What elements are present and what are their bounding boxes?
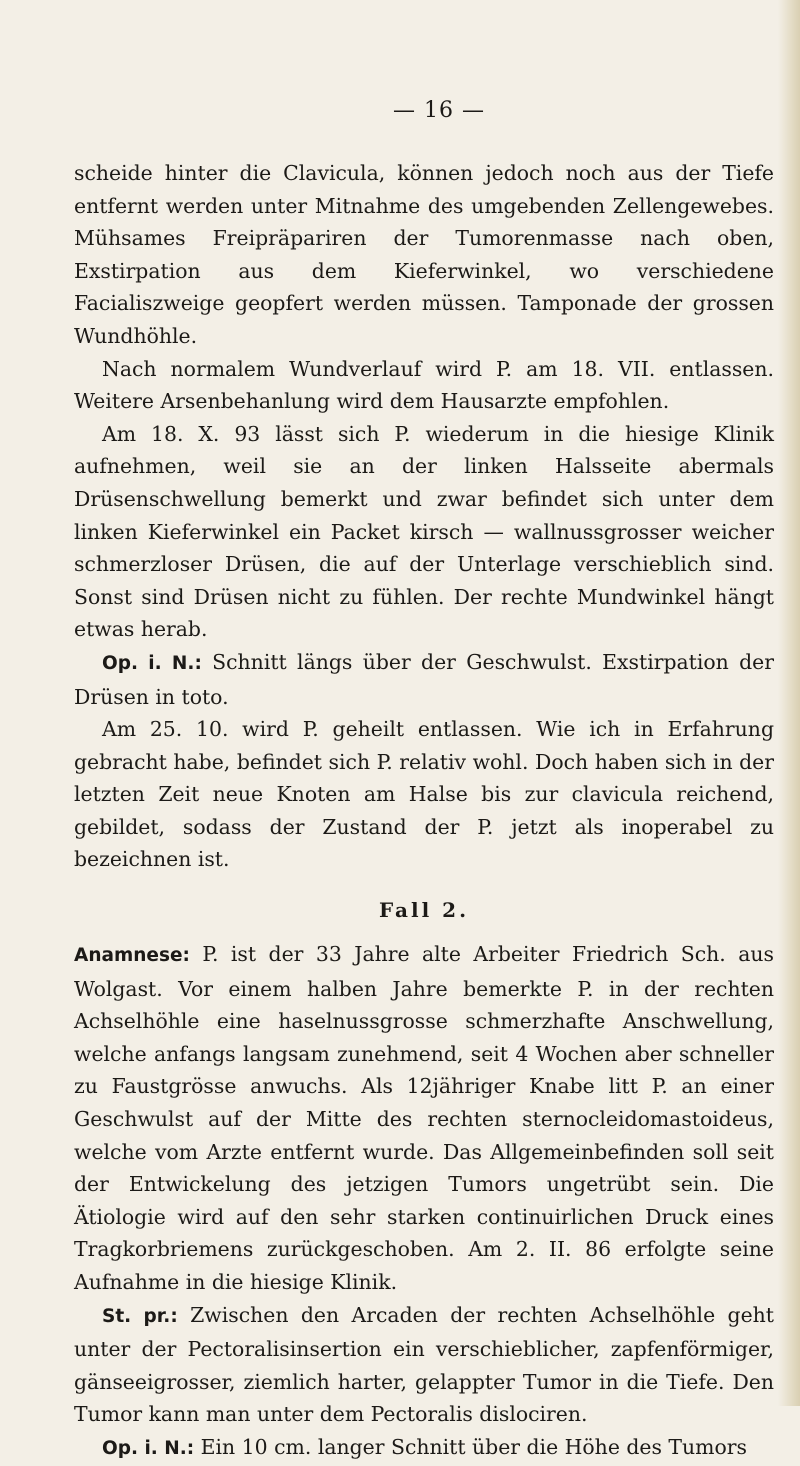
book-page xyxy=(74,98,774,1466)
paragraph-8-text: Ein 10 cm. langer Schnitt über die Höhe des Tumors xyxy=(194,1434,747,1459)
paragraph-4-text: Schnitt längs über der Geschwulst. Exstirpation der Drüsen in toto. xyxy=(74,649,774,709)
paragraph-8-lead: Op. i. N.: xyxy=(102,1437,195,1459)
paragraph-4-lead: Op. i. N.: xyxy=(102,652,202,674)
page-edge xyxy=(778,0,800,1406)
paragraph-7 xyxy=(74,1299,774,1431)
paragraph-5: Am 25. 10. wird P. geheilt entlassen. Wie ich in Erfahrung gebracht habe, befindet sich P. relativ wohl. Doch haben sich in der letzten Zeit neue Knoten am Halse bis zur clavicula reichend, gebildet, sodass der Zustand der P. jetzt als inoperabel zu bezeichnen ist. xyxy=(74,717,774,872)
paragraph-8 xyxy=(74,1431,774,1466)
paragraph-6-lead: Anamnese: xyxy=(74,945,190,967)
page-number: — 16 — xyxy=(393,98,485,123)
paragraph-4 xyxy=(74,646,774,713)
case-heading: Fall 2. xyxy=(378,898,470,923)
paragraph-7-text: Zwischen den Arcaden der rechten Achselhöhle geht unter der Pectoralisinsertion ein verschieblicher, zapfenförmiger, gänseeigrosser, ziemlich harter, gelappter Tumor in die Tiefe. Den Tumor kann man unter dem Pectoralis dislociren. xyxy=(74,1302,774,1427)
paragraph-2: Nach normalem Wundverlauf wird P. am 18. VII. entlassen. Weitere Arsenbehanlung wird dem Hausarzte empfohlen. xyxy=(74,356,774,414)
paragraph-7-lead: St. pr.: xyxy=(102,1305,178,1327)
paragraph-6-text: P. ist der 33 Jahre alte Arbeiter Friedrich Sch. aus Wolgast. Vor einem halben Jahre bemerkte P. in der rechten Achselhöhle eine haselnussgrosse schmerzhafte Anschwellung, welche anfangs langsam zunehmend, seit 4 Wochen aber schneller zu Faustgrösse anwuchs. Als 12jähriger Knabe litt P. an einer Geschwulst auf der Mitte des rechten sternocleidomastoideus, welche vom Arzte entfernt wurde. Das Allgemeinbefinden soll seit der Entwickelung des jetzigen Tumors ungetrübt sein. Die Ätiologie wird auf den sehr starken continuirlichen Druck eines Tragkorbriemens zurückgeschoben. Am 2. II. 86 erfolgte seine Aufnahme in die hiesige Klinik. xyxy=(74,942,774,1294)
paragraph-6 xyxy=(74,938,774,1299)
paragraph-3: Am 18. X. 93 lässt sich P. wiederum in die hiesige Klinik aufnehmen, weil sie an der linken Halsseite abermals Drüsenschwellung bemerkt und zwar befindet sich unter dem linken Kieferwinkel ein Packet kirsch — wallnussgrosser weicher schmerzloser Drüsen, die auf der Unterlage verschieblich sind. Sonst sind Drüsen nicht zu fühlen. Der rechte Mundwinkel hängt etwas herab. xyxy=(74,421,774,642)
paragraph-1: scheide hinter die Clavicula, können jedoch noch aus der Tiefe entfernt werden unter Mitnahme des umgebenden Zellengewebes. Mühsames Freipräpariren der Tumorenmasse nach oben, Exstirpation aus dem Kieferwinkel, wo verschiedene Facialiszweige geopfert werden müssen. Tamponade der grossen Wundhöhle. xyxy=(74,161,774,348)
